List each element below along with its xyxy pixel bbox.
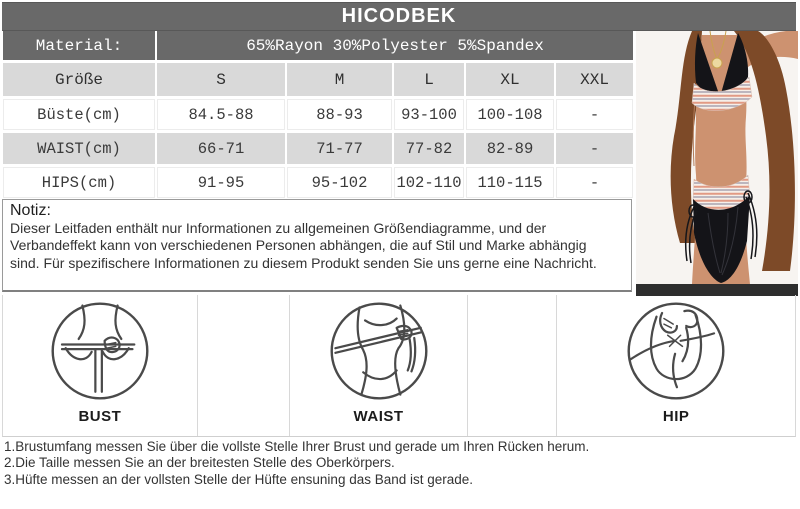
column-header-s: S xyxy=(157,63,285,96)
table-row-bust xyxy=(3,99,633,130)
column-header-xl: XL xyxy=(466,63,554,96)
cell-value: - xyxy=(556,133,633,164)
table-row-waist xyxy=(3,133,633,164)
brand-title: HICODBEK xyxy=(341,5,457,27)
column-header-m: M xyxy=(287,63,392,96)
hip-measure-icon xyxy=(625,300,727,402)
material-label: Material: xyxy=(3,31,155,60)
row-label: WAIST(cm) xyxy=(3,133,155,164)
product-photo-illustration xyxy=(636,31,798,284)
product-photo xyxy=(636,31,798,284)
measure-label-hip: HIP xyxy=(662,408,690,425)
column-header-xxl: XXL xyxy=(556,63,633,96)
cell-value: 110-115 xyxy=(466,167,554,198)
row-label: Büste(cm) xyxy=(3,99,155,130)
note-box xyxy=(2,199,632,292)
measurement-instructions xyxy=(4,439,649,488)
instruction-line-3: 3.Hüfte messen an der vollsten Stelle der Hüfte ensuning das Band ist gerade. xyxy=(4,471,474,487)
cell-value: 91-95 xyxy=(157,167,285,198)
cell-value: 93-100 xyxy=(394,99,464,130)
instruction-line-1: 1.Brustumfang messen Sie über die vollste Stelle Ihrer Brust und gerade um Ihren Rücken herum. xyxy=(4,439,590,454)
measure-spacer-cell xyxy=(468,295,557,436)
measure-guide xyxy=(2,295,796,437)
measure-label-bust: BUST xyxy=(78,408,122,425)
cell-value: 95-102 xyxy=(287,167,392,198)
cell-value: - xyxy=(556,167,633,198)
measure-spacer-cell xyxy=(198,295,290,436)
table-row-hips xyxy=(3,167,633,198)
column-header-size: Größe xyxy=(3,63,155,96)
cell-value: 100-108 xyxy=(466,99,554,130)
column-header-l: L xyxy=(394,63,464,96)
measure-item-waist xyxy=(290,295,469,436)
measure-label-waist: WAIST xyxy=(353,408,404,425)
cell-value: - xyxy=(556,99,633,130)
waist-measure-icon xyxy=(328,300,430,402)
size-header-row xyxy=(3,63,633,96)
cell-value: 77-82 xyxy=(394,133,464,164)
bust-measure-icon xyxy=(49,300,151,402)
row-label: HIPS(cm) xyxy=(3,167,155,198)
note-body: Dieser Leitfaden enthält nur Informationen zu allgemeinen Größendiagramme, und der Verbandeffekt kann von verschiedenen Personen abhängen, die auf Stil und Marke abhängig sind. Für spezifischere Informationen zu diesem Produkt senden Sie uns gerne eine Nachricht. xyxy=(10,220,597,271)
size-table xyxy=(1,28,635,201)
cell-value: 66-71 xyxy=(157,133,285,164)
brand-header-bar xyxy=(2,2,796,31)
measure-item-hip xyxy=(557,295,795,436)
material-value: 65%Rayon 30%Polyester 5%Spandex xyxy=(157,31,633,60)
cell-value: 88-93 xyxy=(287,99,392,130)
cell-value: 102-110 xyxy=(394,167,464,198)
measure-item-bust xyxy=(3,295,198,436)
cell-value: 71-77 xyxy=(287,133,392,164)
material-row xyxy=(3,31,633,60)
cell-value: 84.5-88 xyxy=(157,99,285,130)
instruction-line-2: 2.Die Taille messen Sie an der breitesten Stelle des Oberkörpers. xyxy=(4,455,395,471)
note-title: Notiz: xyxy=(10,202,51,219)
cell-value: 82-89 xyxy=(466,133,554,164)
